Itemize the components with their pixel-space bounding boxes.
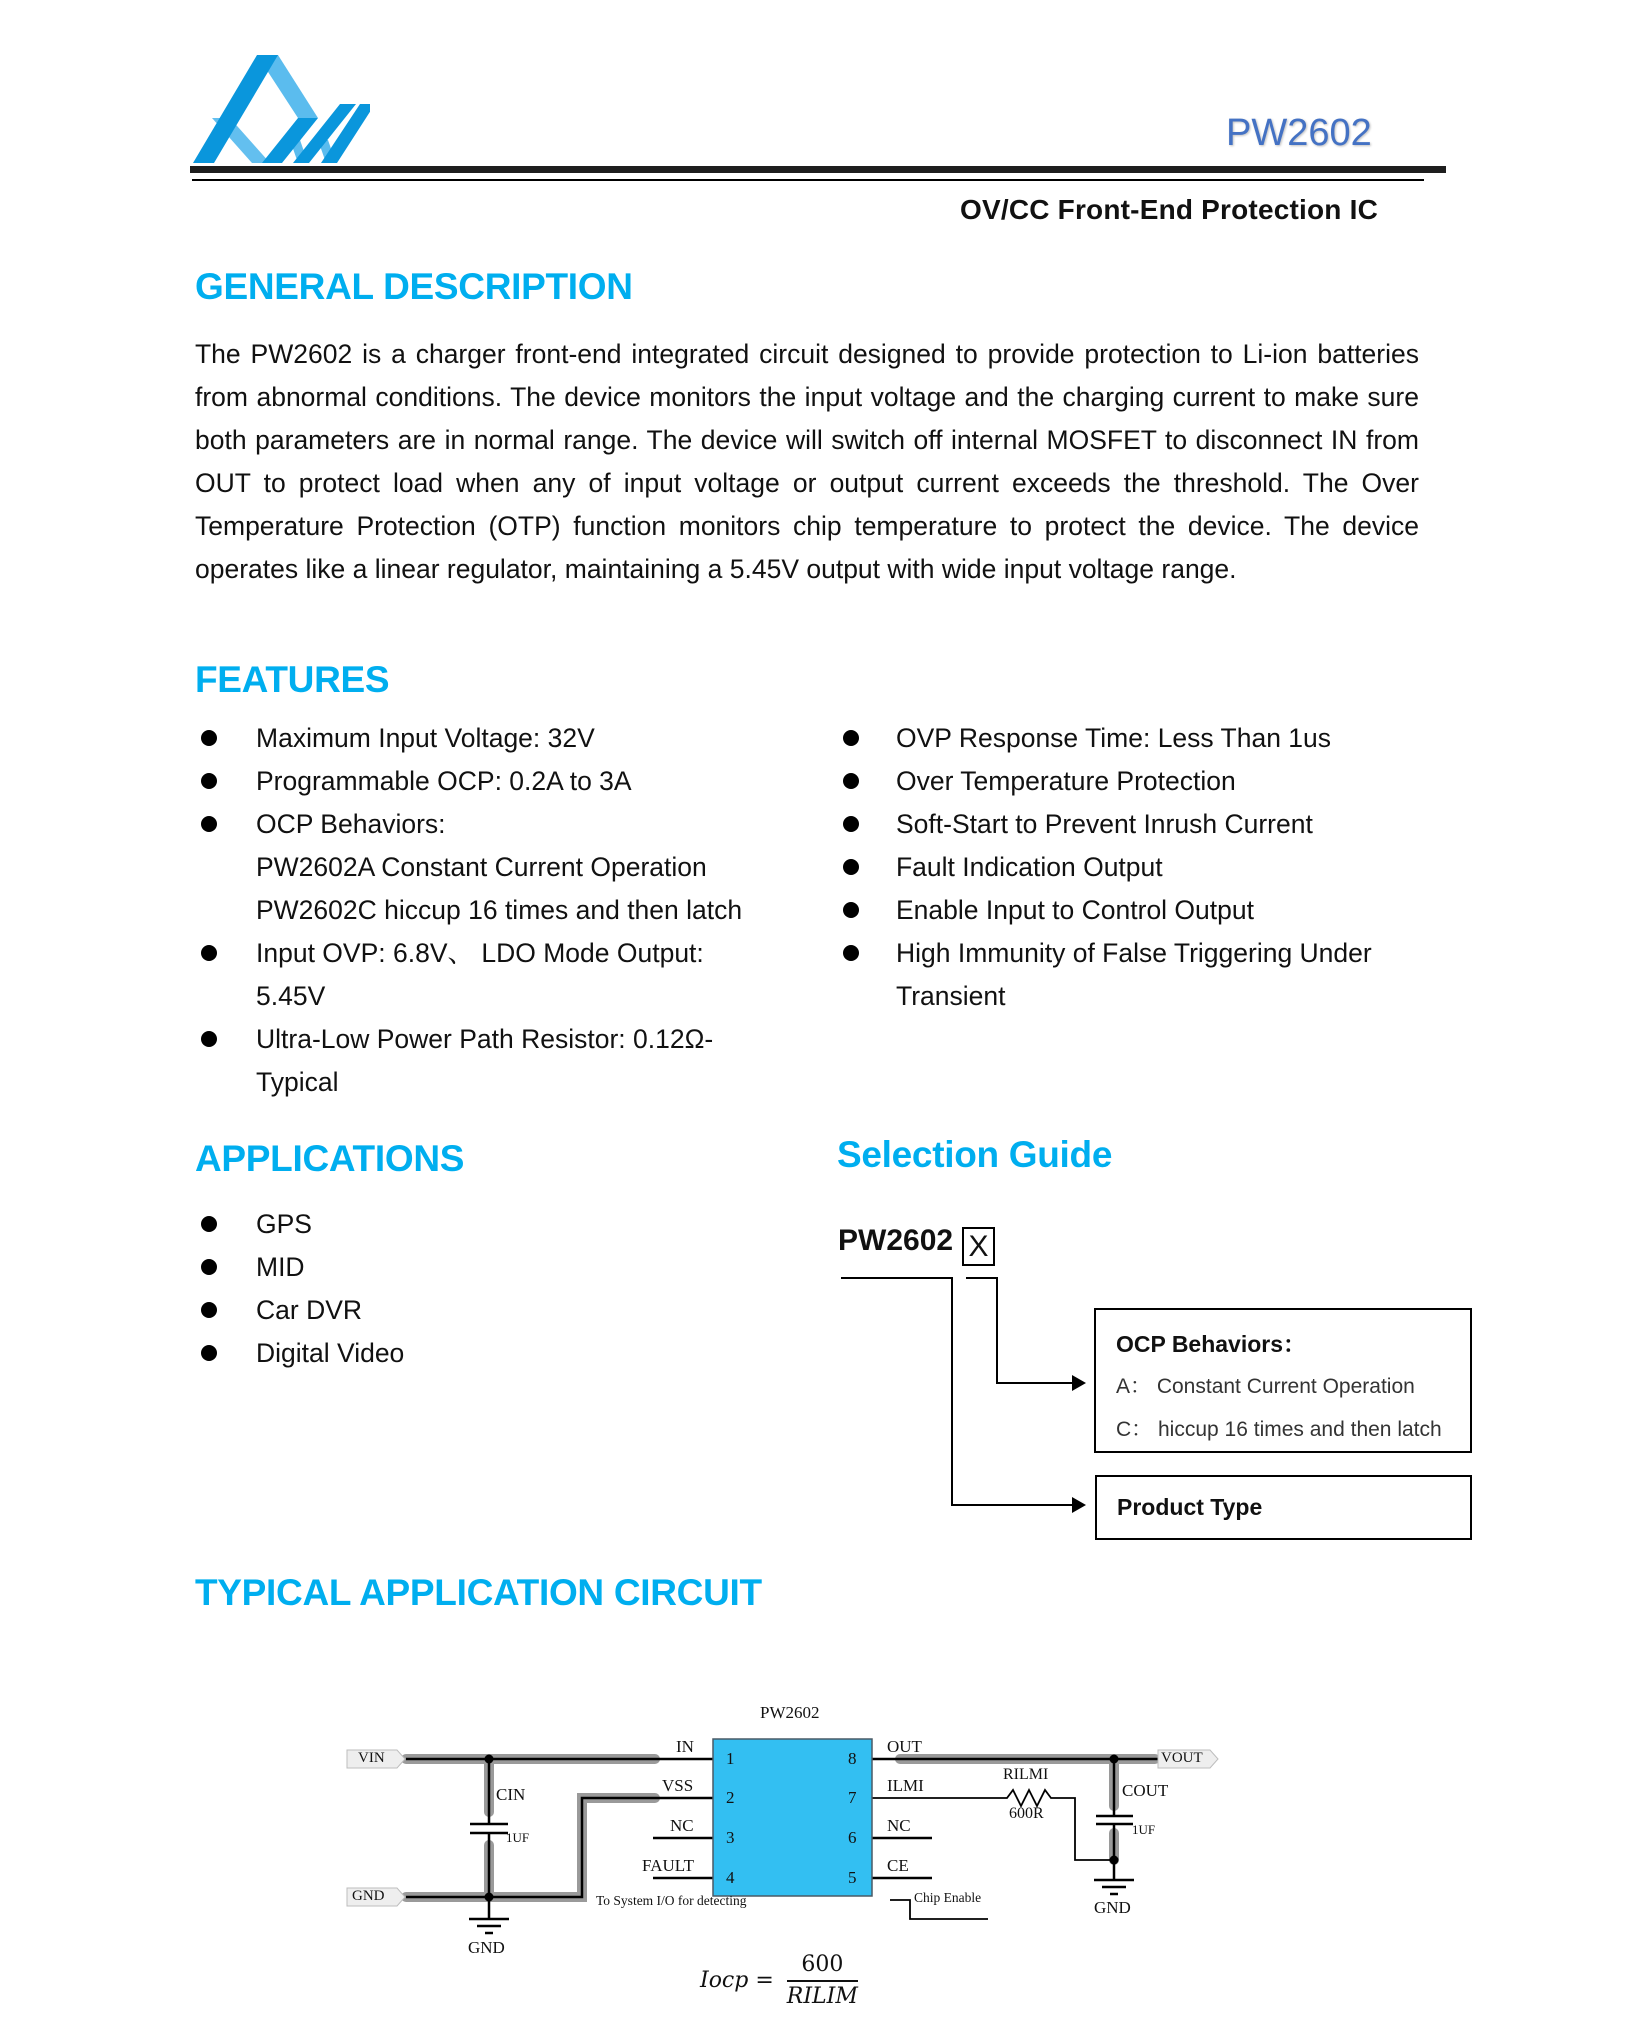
application-item: Car DVR bbox=[198, 1289, 698, 1332]
pin-number-7: 7 bbox=[848, 1788, 857, 1807]
resistor-value: 600R bbox=[1009, 1805, 1044, 1822]
application-item: Digital Video bbox=[198, 1332, 698, 1375]
cout-label: COUT bbox=[1122, 1781, 1169, 1800]
product-type-title: Product Type bbox=[1117, 1494, 1263, 1520]
pin-name-nc-right: NC bbox=[887, 1816, 911, 1835]
general-description-text: The PW2602 is a charger front-end integrated circuit designed to provide protection to Li-ion batteries from abnormal conditions. The device monitors the input voltage and the charging current to make sure both parameters are in normal range. The device will switch off internal MOSFET to disconnect IN from OUT to protect load when any of input voltage or output current exceeds the threshold. The Over Temperature Protection (OTP) function monitors chip temperature to protect the device. The device operates like a linear regulator, maintaining a 5.45V output with wide input voltage range. bbox=[195, 339, 1419, 584]
pin-number-3: 3 bbox=[726, 1828, 735, 1847]
general-description-heading: GENERAL DESCRIPTION bbox=[195, 266, 633, 307]
feature-item: OCP Behaviors: PW2602A Constant Current Operation PW2602C hiccup 16 times and then latch bbox=[198, 803, 768, 932]
header-subtitle: OV/CC Front-End Protection IC bbox=[959, 194, 1378, 225]
resistor-label: RILMI bbox=[1003, 1766, 1049, 1783]
cin-label: CIN bbox=[496, 1785, 526, 1804]
feature-item: Soft-Start to Prevent Inrush Current bbox=[840, 803, 1440, 846]
pin-name-vss: VSS bbox=[662, 1776, 694, 1795]
feature-item: Input OVP: 6.8V、 LDO Mode Output: 5.45V bbox=[198, 932, 768, 1018]
pin-name-nc-left: NC bbox=[670, 1816, 694, 1835]
features-heading: FEATURES bbox=[195, 659, 390, 700]
formula-lhs: Iocp = bbox=[700, 1968, 774, 1993]
gnd-port-label: GND bbox=[352, 1888, 385, 1904]
formula-fraction bbox=[787, 1950, 858, 2012]
feature-item: Over Temperature Protection bbox=[840, 760, 1440, 803]
application-item: GPS bbox=[198, 1203, 698, 1246]
formula-denominator: RILIM bbox=[786, 1984, 858, 2009]
chip-label: PW2602 bbox=[760, 1703, 820, 1722]
header-part-number: PW2602 bbox=[1226, 112, 1372, 154]
ocp-box-title: OCP Behaviors： bbox=[1116, 1331, 1307, 1357]
applications-heading: APPLICATIONS bbox=[195, 1138, 465, 1179]
pin-number-5: 5 bbox=[848, 1868, 857, 1887]
selection-part-number: PW2602 bbox=[838, 1224, 954, 1257]
pin-name-in: IN bbox=[676, 1737, 694, 1756]
feature-item: Programmable OCP: 0.2A to 3A bbox=[198, 760, 768, 803]
pin-name-out: OUT bbox=[887, 1737, 922, 1756]
cout-value: 1UF bbox=[1132, 1822, 1156, 1837]
vin-label: VIN bbox=[358, 1750, 385, 1766]
pin-number-8: 8 bbox=[848, 1749, 857, 1768]
pin-name-fault: FAULT bbox=[642, 1856, 694, 1875]
selection-suffix-box: X bbox=[962, 1227, 995, 1266]
pin-name-ilmi: ILMI bbox=[887, 1776, 924, 1795]
pin-number-1: 1 bbox=[726, 1749, 735, 1768]
vout-label: VOUT bbox=[1161, 1750, 1203, 1766]
application-item: MID bbox=[198, 1246, 698, 1289]
gnd-symbol-label-right: GND bbox=[1094, 1898, 1131, 1917]
pin-number-2: 2 bbox=[726, 1788, 735, 1807]
feature-item: OVP Response Time: Less Than 1us bbox=[840, 717, 1440, 760]
feature-item: Enable Input to Control Output bbox=[840, 889, 1440, 932]
pin-number-4: 4 bbox=[726, 1868, 735, 1887]
feature-item: Maximum Input Voltage: 32V bbox=[198, 717, 768, 760]
feature-item: Fault Indication Output bbox=[840, 846, 1440, 889]
formula-numerator: 600 bbox=[787, 1950, 858, 1982]
circuit-heading: TYPICAL APPLICATION CIRCUIT bbox=[195, 1572, 762, 1613]
feature-item: High Immunity of False Triggering Under Transient bbox=[840, 932, 1416, 1018]
feature-item: Ultra-Low Power Path Resistor: 0.12Ω-Typical bbox=[198, 1018, 736, 1104]
cin-value: 1UF bbox=[506, 1830, 530, 1845]
gnd-symbol-label-left: GND bbox=[468, 1938, 505, 1957]
pin-name-ce: CE bbox=[887, 1856, 909, 1875]
selection-guide-heading: Selection Guide bbox=[837, 1134, 1113, 1175]
ocp-option-a: A： Constant Current Operation bbox=[1116, 1375, 1415, 1398]
ocp-option-c: C： hiccup 16 times and then latch bbox=[1116, 1418, 1442, 1441]
pin-number-6: 6 bbox=[848, 1828, 857, 1847]
chip-enable-note: Chip Enable bbox=[914, 1890, 982, 1905]
fault-note: To System I/O for detecting bbox=[596, 1893, 747, 1908]
iocp-formula bbox=[700, 1950, 858, 2012]
